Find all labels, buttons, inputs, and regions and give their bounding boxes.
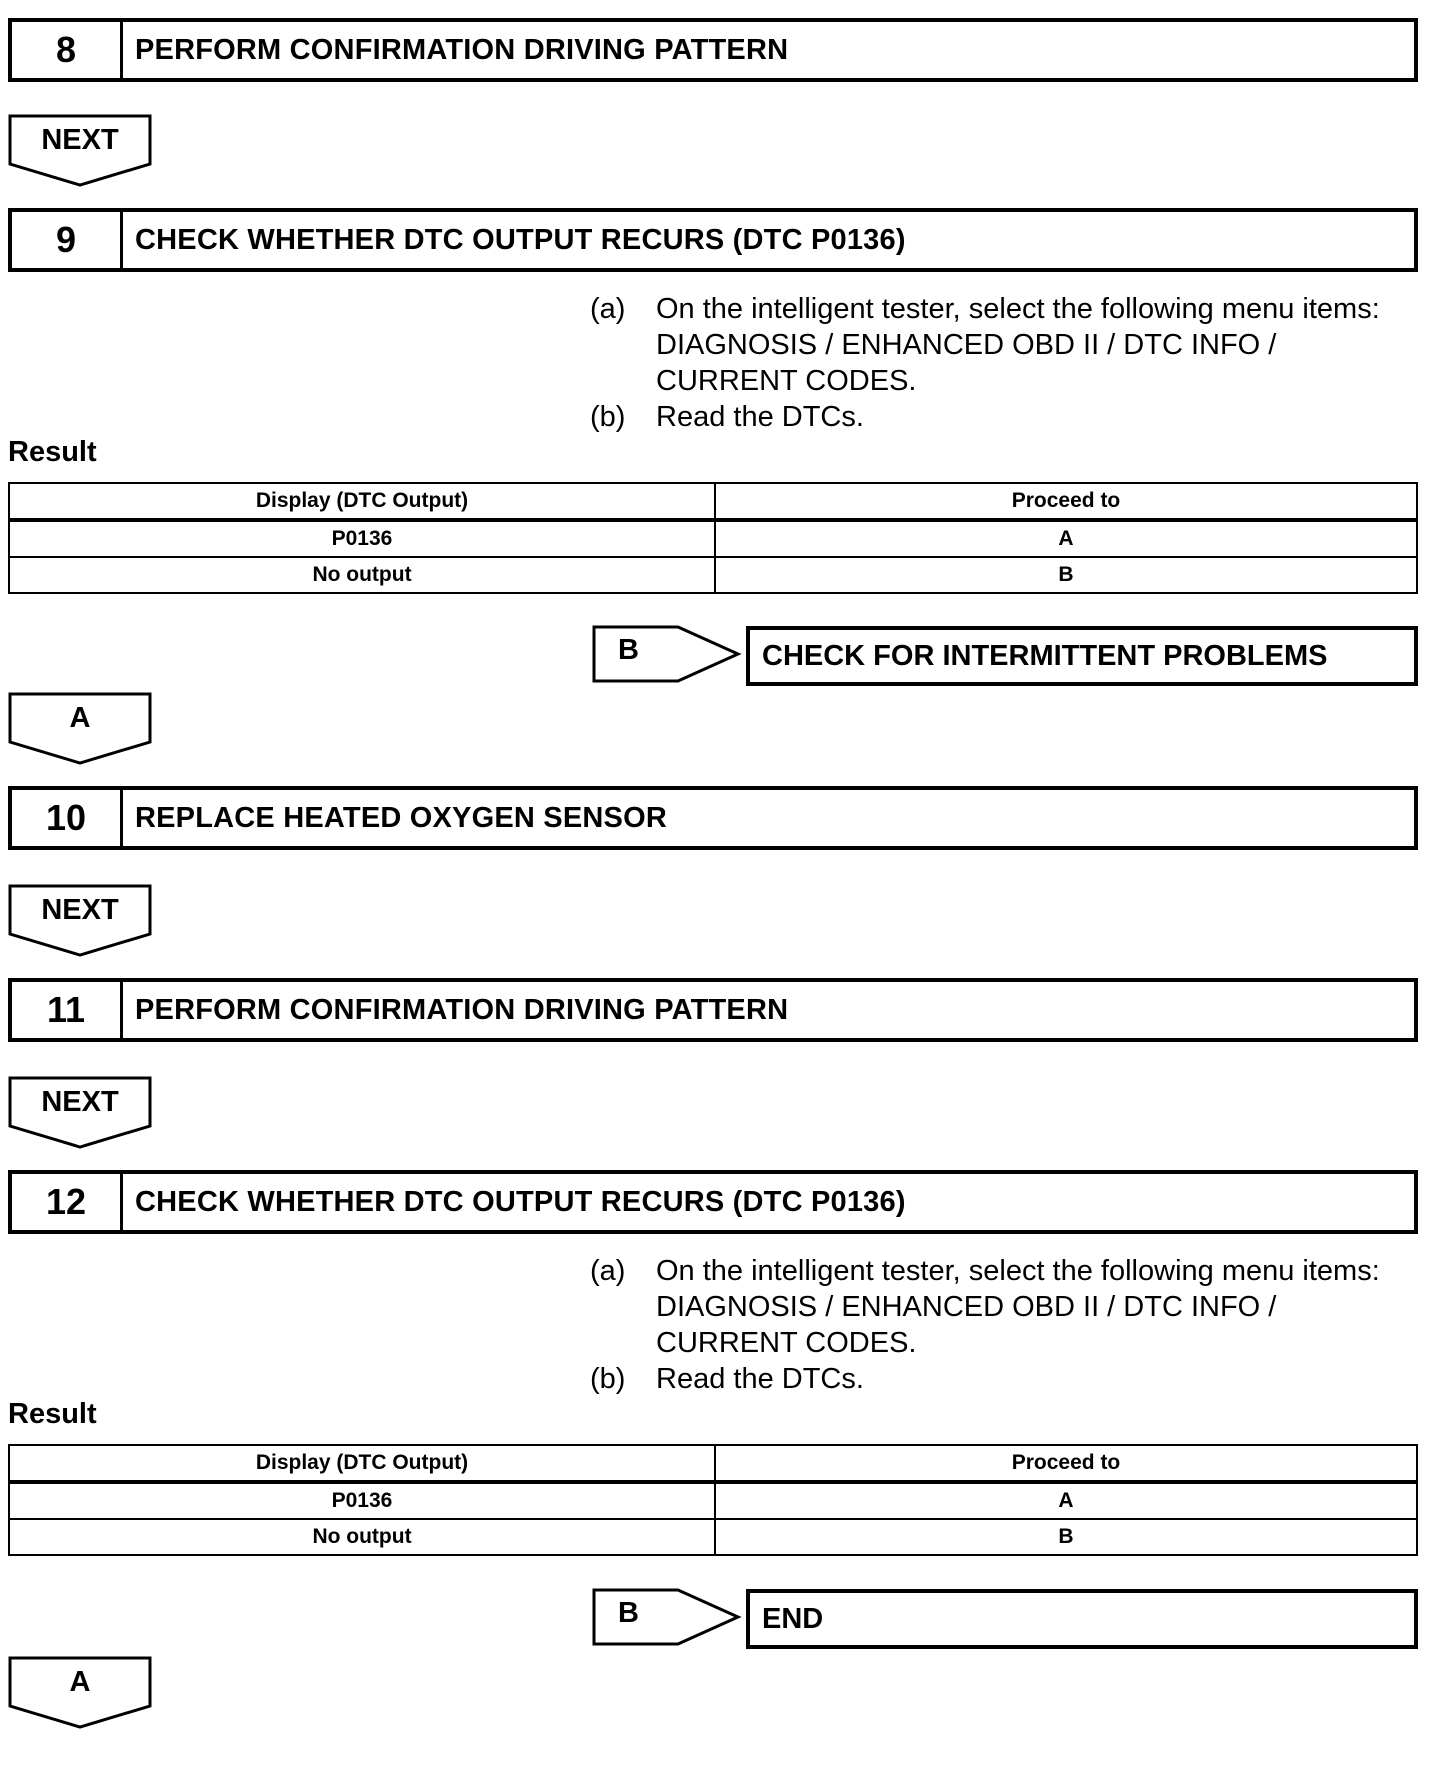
table-cell: No output xyxy=(9,1519,715,1555)
branch-b-end[interactable] xyxy=(592,1587,1418,1649)
list-marker: (b) xyxy=(590,1363,626,1395)
step-9 xyxy=(8,208,1418,272)
table-header-row xyxy=(9,483,1417,520)
step-number: 12 xyxy=(12,1174,123,1230)
step-title: PERFORM CONFIRMATION DRIVING PATTERN xyxy=(135,993,789,1026)
column-header: Display (DTC Output) xyxy=(9,1445,715,1482)
branch-label: B xyxy=(618,1597,639,1629)
right-arrow-icon xyxy=(592,1587,752,1649)
instruction-line: DIAGNOSIS / ENHANCED OBD II / DTC INFO / xyxy=(656,1291,1277,1323)
arrow-label: A xyxy=(69,702,91,734)
instruction-line: Read the DTCs. xyxy=(656,401,864,433)
step-title: REPLACE HEATED OXYGEN SENSOR xyxy=(135,801,667,834)
table-cell: P0136 xyxy=(9,1482,715,1519)
next-arrow[interactable] xyxy=(8,114,152,188)
step-8 xyxy=(8,18,1418,82)
table-header-row xyxy=(9,1445,1417,1482)
instruction-line: Read the DTCs. xyxy=(656,1363,864,1395)
column-header: Proceed to xyxy=(715,1445,1417,1482)
table-cell: A xyxy=(715,1482,1417,1519)
instruction-line: CURRENT CODES. xyxy=(656,1327,917,1359)
step-number: 10 xyxy=(12,790,123,846)
arrow-label: NEXT xyxy=(41,894,119,926)
result-label: Result xyxy=(8,436,97,468)
step-number: 9 xyxy=(12,212,123,268)
step-number: 11 xyxy=(12,982,123,1038)
table-row xyxy=(9,1519,1417,1555)
result-table xyxy=(8,1444,1418,1556)
step-title: CHECK WHETHER DTC OUTPUT RECURS (DTC P0136) xyxy=(135,1185,906,1218)
branch-b-intermittent[interactable] xyxy=(592,624,1418,686)
next-arrow[interactable] xyxy=(8,884,152,958)
step-title: PERFORM CONFIRMATION DRIVING PATTERN xyxy=(135,33,789,66)
step-title: CHECK WHETHER DTC OUTPUT RECURS (DTC P0136) xyxy=(135,223,906,256)
table-row xyxy=(9,1482,1417,1519)
column-header: Proceed to xyxy=(715,483,1417,520)
instruction-line: CURRENT CODES. xyxy=(656,365,917,397)
list-marker: (b) xyxy=(590,401,626,433)
instructions-step-12 xyxy=(590,1253,1420,1397)
arrow-label: A xyxy=(69,1666,91,1698)
table-cell: B xyxy=(715,1519,1417,1555)
table-row xyxy=(9,520,1417,557)
instructions-step-9 xyxy=(590,291,1420,435)
result-table xyxy=(8,482,1418,594)
table-row xyxy=(9,557,1417,593)
branch-target: END xyxy=(746,1589,1418,1649)
a-arrow[interactable] xyxy=(8,1656,152,1730)
arrow-label: NEXT xyxy=(41,1086,119,1118)
branch-target: CHECK FOR INTERMITTENT PROBLEMS xyxy=(746,626,1418,686)
step-11 xyxy=(8,978,1418,1042)
step-10 xyxy=(8,786,1418,850)
next-arrow[interactable] xyxy=(8,1076,152,1150)
table-cell: P0136 xyxy=(9,520,715,557)
table-cell: No output xyxy=(9,557,715,593)
right-arrow-icon xyxy=(592,624,752,686)
table-cell: A xyxy=(715,520,1417,557)
instruction-line: On the intelligent tester, select the following menu items: xyxy=(656,293,1380,325)
table-cell: B xyxy=(715,557,1417,593)
list-marker: (a) xyxy=(590,1255,626,1287)
branch-label: B xyxy=(618,634,639,666)
arrow-label: NEXT xyxy=(41,124,119,156)
result-label: Result xyxy=(8,1398,97,1430)
column-header: Display (DTC Output) xyxy=(9,483,715,520)
list-marker: (a) xyxy=(590,293,626,325)
step-number: 8 xyxy=(12,22,123,78)
instruction-line: DIAGNOSIS / ENHANCED OBD II / DTC INFO / xyxy=(656,329,1277,361)
a-arrow[interactable] xyxy=(8,692,152,766)
instruction-line: On the intelligent tester, select the following menu items: xyxy=(656,1255,1380,1287)
step-12 xyxy=(8,1170,1418,1234)
